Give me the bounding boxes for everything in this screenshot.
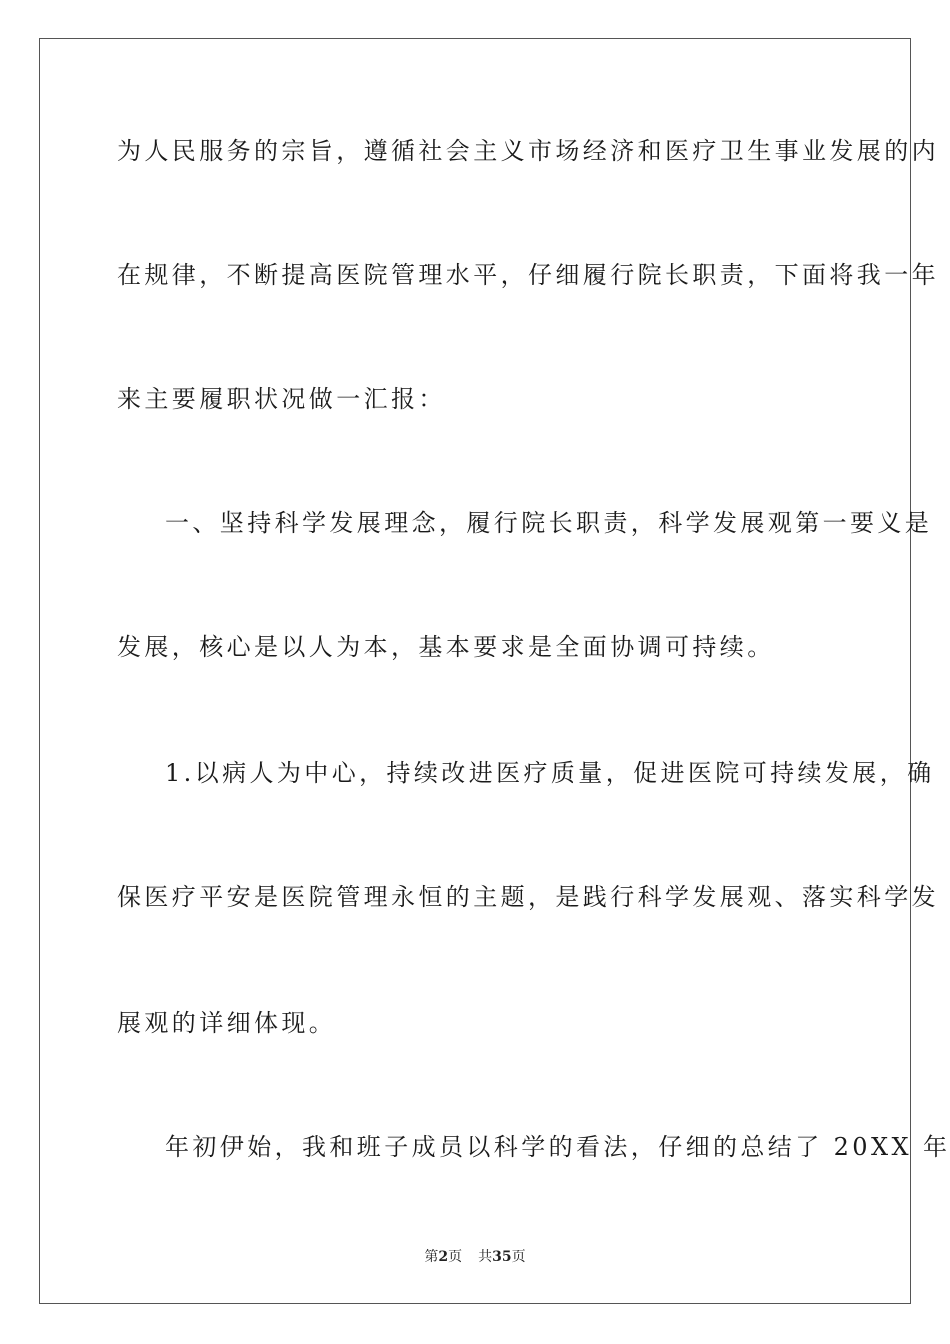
page-prefix: 第 [424,1249,439,1265]
body-text-line: 在规律，不断提高医院管理水平，仔细履行院长职责，下面将我一年 [117,261,939,289]
body-text-line: 保医疗平安是医院管理永恒的主题，是践行科学发展观、落实科学发 [117,883,939,911]
page-border [39,38,950,1304]
paragraph-start-line: 年初伊始，我和班子成员以科学的看法，仔细的总结了 20XX 年 [165,1133,950,1161]
total-prefix: 共 [478,1249,493,1265]
page-footer [0,1248,950,1266]
page-number: 2 [438,1249,449,1265]
page-suffix: 页 [448,1249,463,1265]
total-pages: 35 [492,1249,512,1265]
numbered-item-line: 1.以病人为中心，持续改进医疗质量，促进医院可持续发展，确 [165,759,935,787]
body-text-line: 为人民服务的宗旨，遵循社会主义市场经济和医疗卫生事业发展的内 [117,137,939,165]
body-text-line: 来主要履职状况做一汇报： [117,385,446,413]
body-text-line: 发展，核心是以人为本，基本要求是全面协调可持续。 [117,633,775,661]
total-suffix: 页 [511,1249,526,1265]
section-heading-line: 一、坚持科学发展理念，履行院长职责，科学发展观第一要义是 [165,509,933,537]
body-text-line: 展观的详细体现。 [117,1009,337,1037]
